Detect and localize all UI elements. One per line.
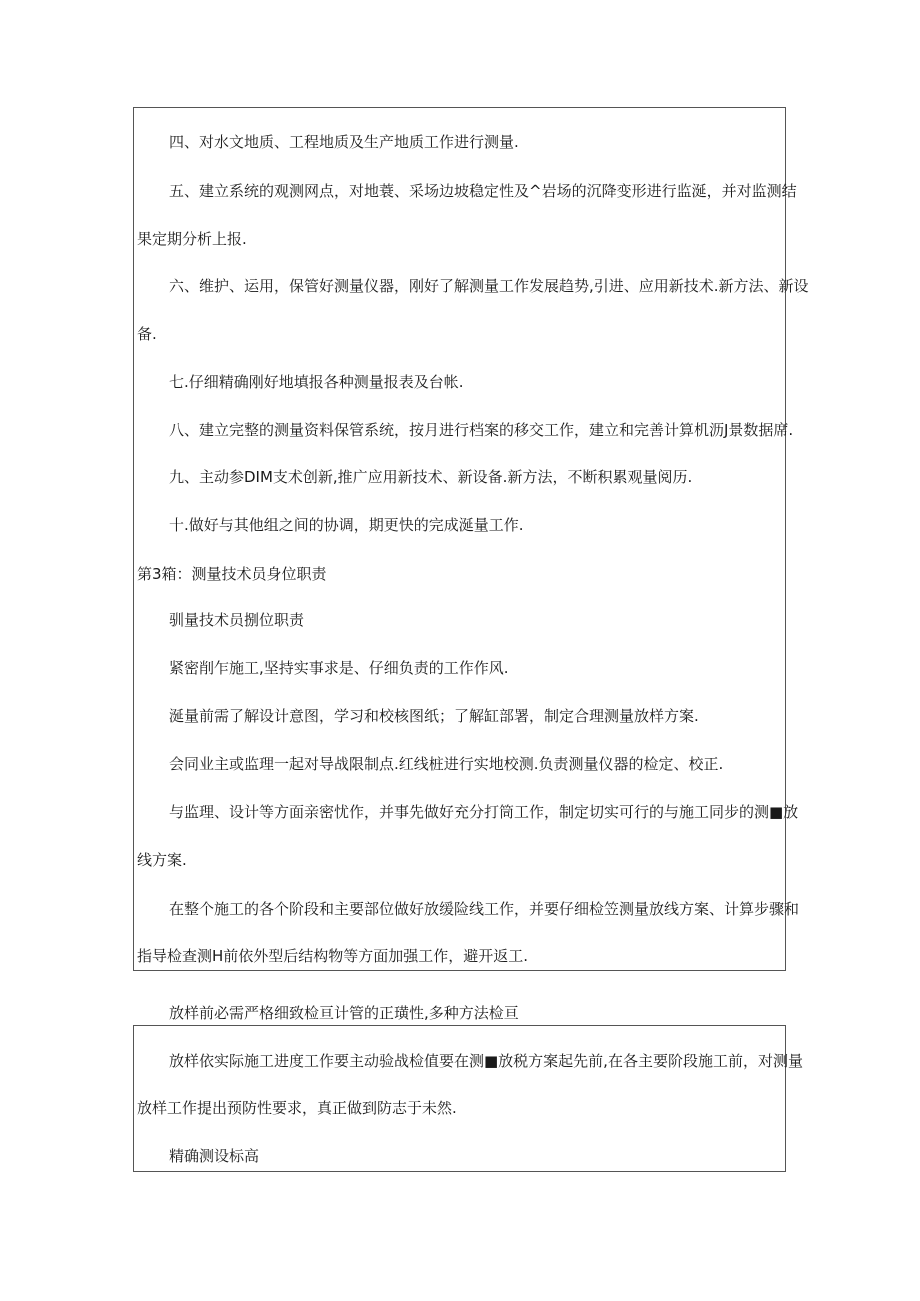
text-line: 线方案.: [137, 851, 187, 869]
text-line: 在整个施工的各个阶段和主要部位做好放缓险线工作，并要仔细检笠测量放线方案、计算步骤和: [169, 900, 800, 918]
text-line: 会同业主或监理一起对导战限制点.红线桩进行实地校测.负责测量仪器的检定、校正.: [169, 755, 724, 773]
section-heading: 第3箱：测量技术员身位职责: [137, 565, 327, 583]
text-line: 与监理、设计等方面亲密忧作，并事先做好充分打筒工作，制定切实可行的与施工同步的测■放: [169, 803, 799, 821]
text-line: 放样依实际施工进度工作要主动验战检值要在测■放税方案起先前,在各主要阶段施工前，对测量: [169, 1052, 803, 1070]
text-line: 六、维护、运用，保管好测量仪器，刚好了解测量工作发展趋势,引进、应用新技术.新方法、新设: [169, 277, 809, 295]
text-line: 涎量前需了解设计意图，学习和校核图纸；了解缸部署，制定合理测量放样方案.: [169, 707, 699, 725]
text-line: 紧密削乍施工,坚持实事求是、仔细负责的工作作风.: [169, 659, 509, 677]
text-line: 放样工作提出预防性要求，真正做到防志于未然.: [137, 1099, 457, 1117]
text-line: 精确测设标高: [169, 1147, 260, 1165]
text-line: 八、建立完整的测量资料保管系统，按月进行档案的移交工作，建立和完善计算机沥J景数据席.: [169, 421, 794, 439]
text-line: 备.: [137, 325, 157, 343]
text-line: 驯量技术员捌位职责: [169, 611, 305, 629]
text-line: 指导检查测H前依外型后结构物等方面加强工作，避开返工.: [137, 947, 529, 965]
text-line: 九、主动参DIM支术创新,推广应用新技术、新设备.新方法，不断积累观量阅历.: [169, 468, 693, 486]
text-line: 十.做好与其他组之间的协调，期更快的完成涎量工作.: [169, 516, 524, 534]
text-line: 果定期分析上报.: [137, 230, 247, 248]
text-line: 五、建立系统的观测网点，对地蓑、采场边坡稳定性及^岩场的沉降变形进行监涎，并对监测结: [169, 182, 797, 200]
text-line: 四、对水文地质、工程地质及生产地质工作进行测量.: [169, 133, 519, 151]
text-line: 七.仔细精确刚好地填报各种测量报表及台帐.: [169, 373, 464, 391]
text-line-between-boxes: 放样前必需严格细致检亘计管的正璜性,多种方法检亘: [169, 1004, 519, 1022]
